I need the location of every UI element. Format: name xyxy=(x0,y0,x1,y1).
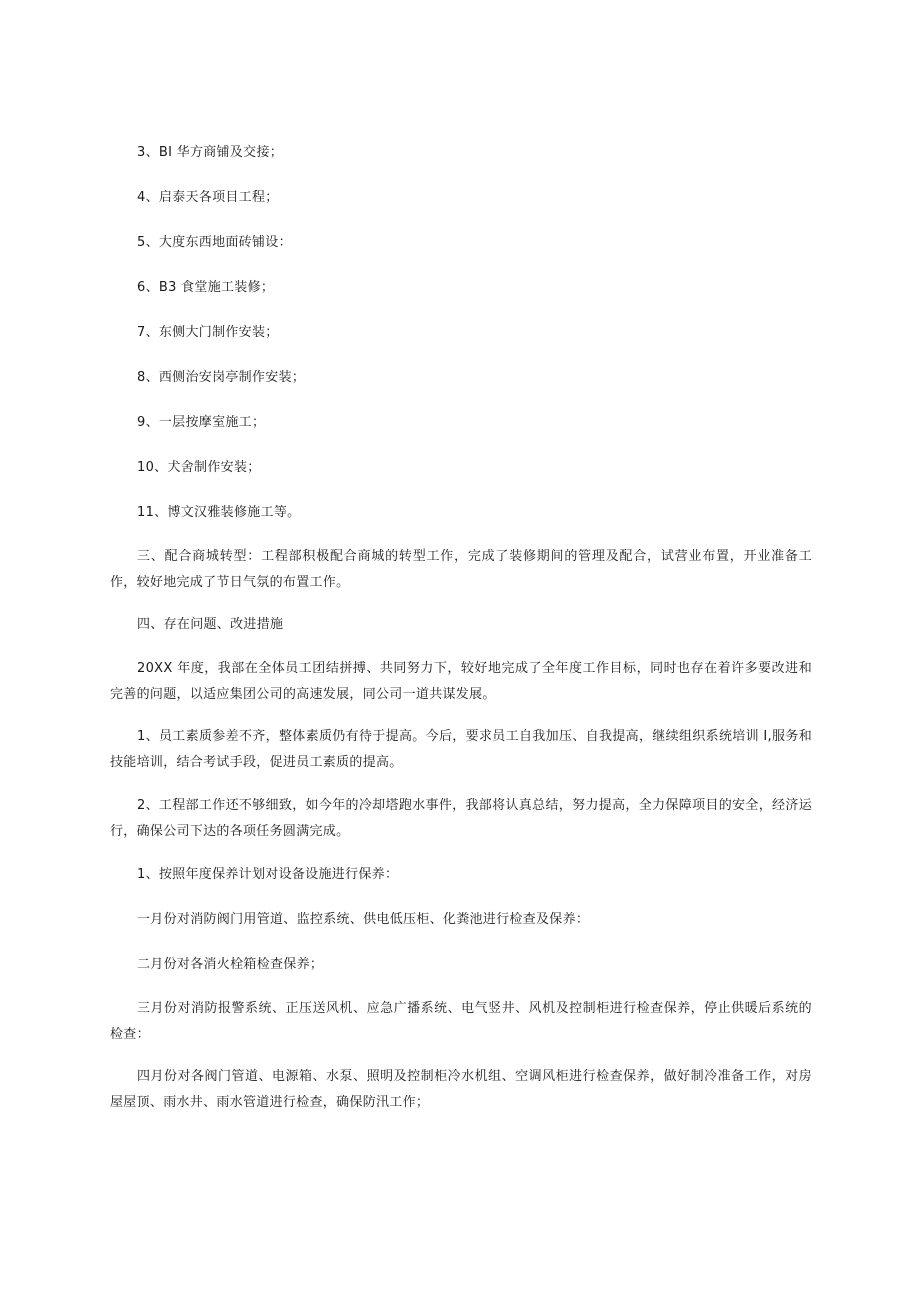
list-item-6: 6、B3 食堂施工装修； xyxy=(137,280,275,295)
list-item-9: 9、一层按摩室施工； xyxy=(137,415,266,430)
list-item-4: 4、启泰天各项目工程； xyxy=(137,190,279,205)
maintenance-february: 二月份对各消火栓箱检查保养； xyxy=(137,957,324,972)
list-item-5: 5、大度东西地面砖铺设： xyxy=(137,235,292,250)
section-four-heading: 四、存在问题、改进措施 xyxy=(137,617,284,632)
section-three-paragraph: 三、配合商城转型：工程部积极配合商城的转型工作，完成了装修期间的管理及配合，试营业布置，开业准备工作，较好地完成了节日气氛的布置工作。 xyxy=(110,549,812,590)
maintenance-april: 四月份对各阀门管道、电源箱、水泵、照明及控制柜冷水机组、空调风柜进行检查保养，做好制冷准备工作，对房屋屋顶、雨水井、雨水管道进行检查，确保防汛工作； xyxy=(110,1069,812,1110)
issue-item-2: 2、工程部工作还不够细致，如今年的冷却塔跑水事件，我部将认真总结，努力提高，全力保障项目的安全，经济运行，确保公司下达的各项任务圆满完成。 xyxy=(110,798,812,839)
maintenance-plan-heading: 1、按照年度保养计划对设备设施进行保养： xyxy=(137,867,399,882)
list-item-11: 11、博文汉雅装修施工等。 xyxy=(137,505,301,520)
maintenance-january: 一月份对消防阀门用管道、监控系统、供电低压柜、化粪池进行检查及保养： xyxy=(137,912,590,927)
list-item-7: 7、东侧大门制作安装； xyxy=(137,325,279,340)
list-item-10: 10、犬舍制作安装； xyxy=(137,460,261,475)
annual-summary-paragraph: 20XX 年度，我部在全体员工团结拼搏、共同努力下，较好地完成了全年度工作目标，同时也存在着许多要改进和完善的问题，以适应集团公司的高速发展，同公司一道共谋发展。 xyxy=(110,661,812,702)
list-item-3: 3、BI 华方商铺及交接； xyxy=(137,145,284,160)
issue-item-1: 1、员工素质参差不齐，整体素质仍有待于提高。今后，要求员工自我加压、自我提高，继续组织系统培训 I,服务和技能培训，结合考试手段，促进员工素质的提高。 xyxy=(110,729,812,770)
maintenance-march: 三月份对消防报警系统、正压送风机、应急广播系统、电气竖井、风机及控制柜进行检查保养，停止供暖后系统的检查： xyxy=(110,1001,812,1042)
list-item-8: 8、西侧治安岗亭制作安装； xyxy=(137,370,306,385)
